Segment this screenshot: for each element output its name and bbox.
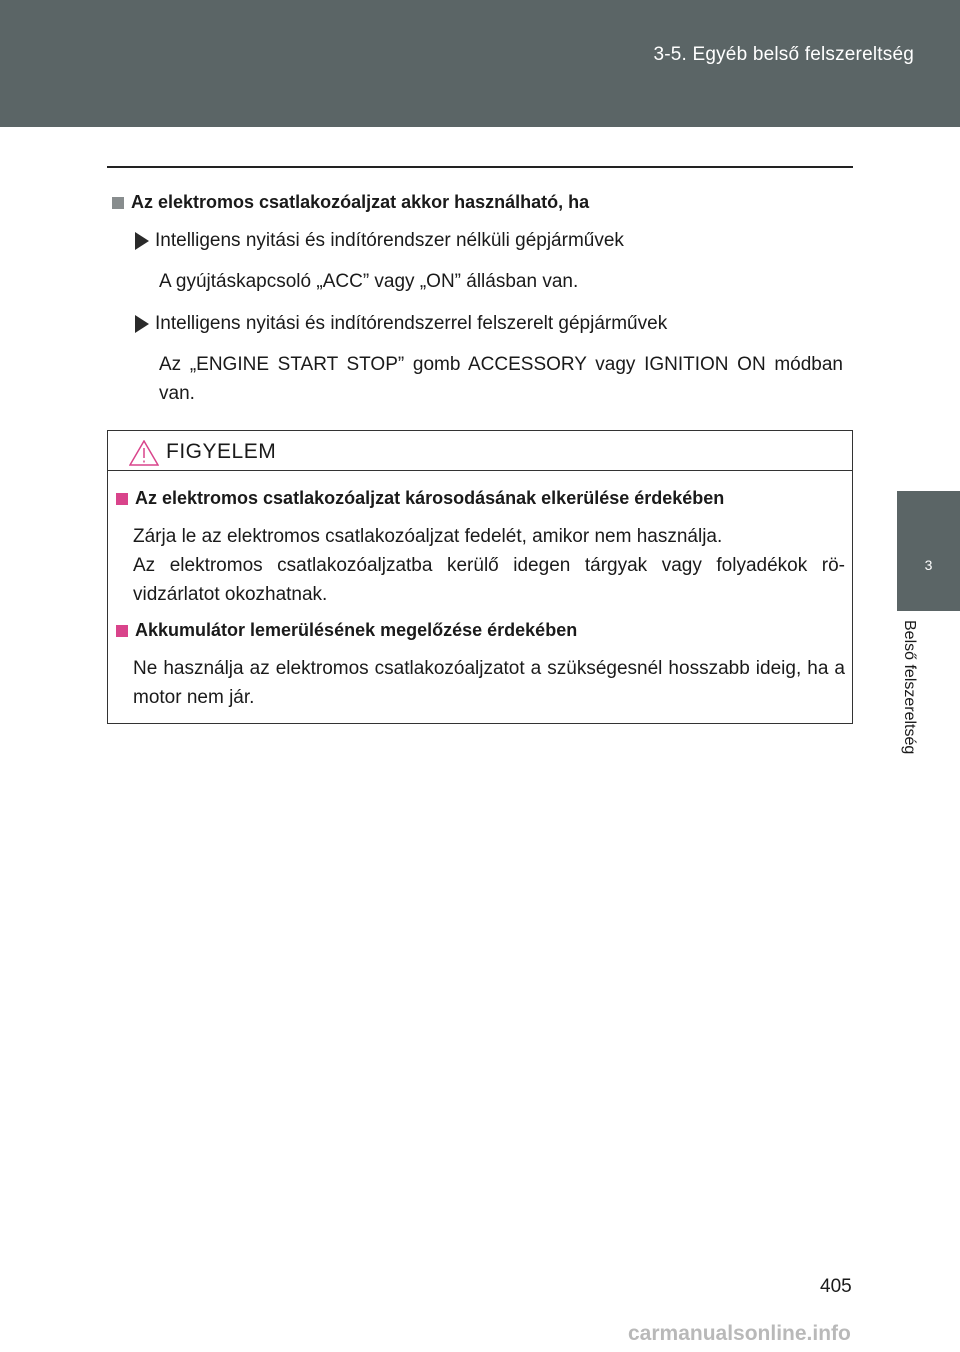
warning-triangle-icon: [129, 440, 159, 466]
warning-subheading-text: Akkumulátor lemerülésének megelőzése érdekében: [135, 620, 578, 640]
warning-header: [108, 431, 852, 471]
usage-section: [112, 192, 856, 425]
square-bullet-icon: [112, 197, 124, 209]
watermark: carmanualsonline.info: [628, 1322, 851, 1345]
chapter-number: 3: [924, 557, 933, 573]
section-divider: [107, 166, 853, 168]
section-heading: [112, 192, 856, 213]
triangle-bullet-icon: [135, 315, 149, 333]
warning-paragraph: Ne használja az elektromos csatlakozóaljzatot a szükségesnél hosszabb ideig, ha a motor nem jár.: [133, 658, 845, 708]
item-label: Intelligens nyitási és indítórendszerrel felszerelt gépjárművek: [155, 313, 668, 334]
section-heading-text: Az elektromos csatlakozóaljzat akkor használható, ha: [131, 192, 590, 212]
item-description: A gyújtáskapcsoló „ACC” vagy „ON” állásban van.: [159, 271, 579, 292]
warning-subheading: [116, 488, 852, 509]
warning-box: [107, 430, 853, 724]
list-item: [135, 313, 856, 335]
item-label: Intelligens nyitási és indítórendszer nélküli gépjárművek: [155, 230, 624, 251]
warning-body: [108, 471, 852, 712]
page-number: 405: [820, 1276, 852, 1297]
item-description: Az „ENGINE START STOP” gomb ACCESSORY vagy IGNITION ON módban van.: [159, 354, 843, 404]
warning-subheading-text: Az elektromos csatlakozóaljzat károsodásának elkerülése érdekében: [135, 488, 725, 508]
list-item: [135, 230, 856, 252]
warning-paragraph: Zárja le az elektromos csatlakozóaljzat fedelét, amikor nem használja.: [133, 526, 723, 547]
chapter-tab: [897, 491, 960, 611]
triangle-bullet-icon: [135, 232, 149, 250]
square-bullet-icon: [116, 625, 128, 637]
chapter-title: 3-5. Egyéb belső felszereltség: [653, 44, 914, 65]
chapter-side-label: Belső felszereltség: [901, 620, 918, 755]
warning-subheading: [116, 620, 852, 641]
page-header: [0, 0, 960, 127]
warning-paragraph: Az elektromos csatlakozóaljzatba kerülő idegen tárgyak vagy folyadékok rö-vidzárlatot okozhatnak.: [133, 555, 845, 605]
square-bullet-icon: [116, 493, 128, 505]
warning-title: FIGYELEM: [166, 440, 277, 463]
